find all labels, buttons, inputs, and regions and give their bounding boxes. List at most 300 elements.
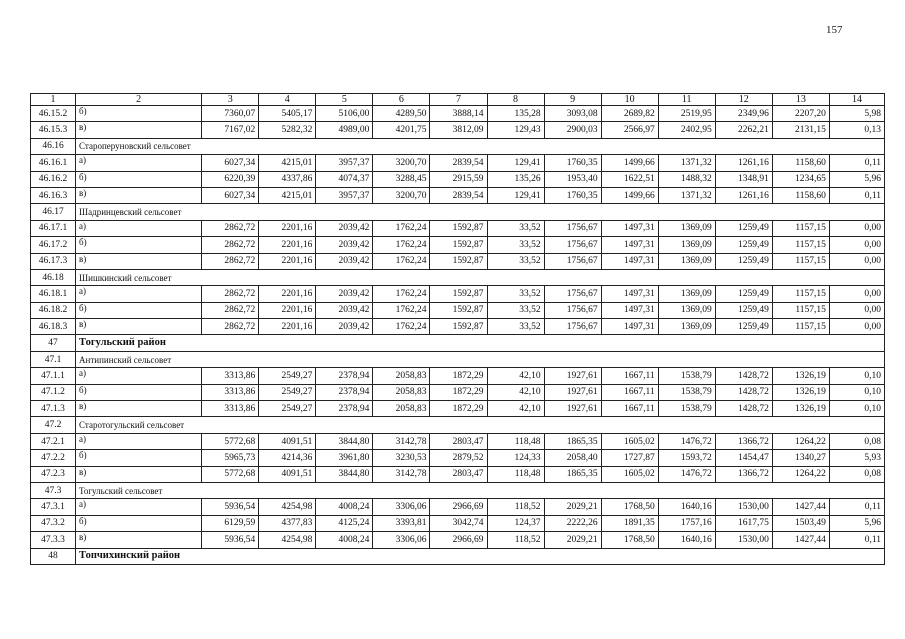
column-number-cell: 11 (658, 94, 715, 106)
value-cell: 1927,61 (544, 401, 601, 417)
value-cell: 135,28 (487, 106, 544, 122)
row-code: 46.17.1 (31, 220, 76, 236)
row-variant-label: а) (76, 368, 202, 384)
value-cell: 5,98 (829, 106, 884, 122)
value-cell: 0,00 (829, 237, 884, 253)
row-variant-label: в) (76, 466, 202, 482)
value-cell: 1538,79 (658, 368, 715, 384)
value-cell: 2839,54 (430, 187, 487, 203)
value-cell: 33,52 (487, 220, 544, 236)
council-title: Тогульский сельсовет (76, 482, 885, 498)
value-cell: 2378,94 (316, 384, 373, 400)
table-row (31, 106, 885, 122)
value-cell: 2039,42 (316, 220, 373, 236)
column-number-cell: 3 (202, 94, 259, 106)
value-cell: 1366,72 (715, 466, 772, 482)
value-cell: 3812,09 (430, 122, 487, 138)
value-cell: 2566,97 (601, 122, 658, 138)
row-variant-label: в) (76, 401, 202, 417)
value-cell: 1756,67 (544, 220, 601, 236)
table-row (31, 302, 885, 318)
value-cell: 3313,86 (202, 368, 259, 384)
column-number-cell: 7 (430, 94, 487, 106)
row-code: 47.1.3 (31, 401, 76, 417)
council-title: Шадринцевский сельсовет (76, 204, 885, 220)
value-cell: 2201,16 (259, 286, 316, 302)
value-cell: 1259,49 (715, 286, 772, 302)
value-cell: 3313,86 (202, 384, 259, 400)
value-cell: 1427,44 (772, 499, 829, 515)
value-cell: 4074,37 (316, 171, 373, 187)
value-cell: 1369,09 (658, 286, 715, 302)
value-cell: 1340,27 (772, 450, 829, 466)
value-cell: 1476,72 (658, 433, 715, 449)
value-cell: 1756,67 (544, 237, 601, 253)
value-cell: 1872,29 (430, 368, 487, 384)
value-cell: 1762,24 (373, 253, 430, 269)
value-cell: 1158,60 (772, 187, 829, 203)
value-cell: 7360,07 (202, 106, 259, 122)
value-cell: 1760,35 (544, 187, 601, 203)
value-cell: 118,52 (487, 532, 544, 548)
value-cell: 118,52 (487, 499, 544, 515)
value-cell: 3200,70 (373, 187, 430, 203)
council-header-row (31, 269, 885, 285)
value-cell: 124,37 (487, 515, 544, 531)
value-cell: 2689,82 (601, 106, 658, 122)
value-cell: 1348,91 (715, 171, 772, 187)
council-title: Староперуновский сельсовет (76, 138, 885, 154)
council-header-row (31, 351, 885, 367)
row-code: 46.16 (31, 138, 76, 154)
value-cell: 2058,83 (373, 384, 430, 400)
value-cell: 1503,49 (772, 515, 829, 531)
council-header-row (31, 138, 885, 154)
council-title: Шишкинский сельсовет (76, 269, 885, 285)
value-cell: 2549,27 (259, 401, 316, 417)
value-cell: 4215,01 (259, 155, 316, 171)
value-cell: 1592,87 (430, 220, 487, 236)
value-cell: 33,52 (487, 319, 544, 335)
value-cell: 3200,70 (373, 155, 430, 171)
row-code: 47.2.1 (31, 433, 76, 449)
value-cell: 4008,24 (316, 499, 373, 515)
value-cell: 1259,49 (715, 302, 772, 318)
value-cell: 1476,72 (658, 466, 715, 482)
row-code: 47.3 (31, 482, 76, 498)
value-cell: 2201,16 (259, 319, 316, 335)
value-cell: 1369,09 (658, 253, 715, 269)
value-cell: 3393,81 (373, 515, 430, 531)
value-cell: 1428,72 (715, 401, 772, 417)
value-cell: 1762,24 (373, 220, 430, 236)
page-number: 157 (826, 24, 843, 36)
row-variant-label: а) (76, 499, 202, 515)
row-variant-label: в) (76, 253, 202, 269)
value-cell: 1605,02 (601, 466, 658, 482)
value-cell: 1605,02 (601, 433, 658, 449)
table-row (31, 171, 885, 187)
value-cell: 2039,42 (316, 253, 373, 269)
value-cell: 1497,31 (601, 237, 658, 253)
value-cell: 5772,68 (202, 433, 259, 449)
value-cell: 2029,21 (544, 499, 601, 515)
value-cell: 2839,54 (430, 155, 487, 171)
row-code: 47.1 (31, 351, 76, 367)
value-cell: 1891,35 (601, 515, 658, 531)
value-cell: 1259,49 (715, 220, 772, 236)
value-cell: 33,52 (487, 253, 544, 269)
value-cell: 1762,24 (373, 237, 430, 253)
table-row (31, 286, 885, 302)
row-variant-label: в) (76, 319, 202, 335)
value-cell: 2862,72 (202, 286, 259, 302)
district-title: Тогульский район (76, 335, 885, 351)
value-cell: 3961,80 (316, 450, 373, 466)
row-code: 46.17 (31, 204, 76, 220)
value-cell: 1640,16 (658, 532, 715, 548)
value-cell: 4125,24 (316, 515, 373, 531)
value-cell: 1617,75 (715, 515, 772, 531)
value-cell: 2029,21 (544, 532, 601, 548)
value-cell: 1592,87 (430, 253, 487, 269)
value-cell: 2222,26 (544, 515, 601, 531)
value-cell: 0,11 (829, 187, 884, 203)
value-cell: 2058,83 (373, 368, 430, 384)
value-cell: 1326,19 (772, 384, 829, 400)
row-code: 47 (31, 335, 76, 351)
value-cell: 1497,31 (601, 253, 658, 269)
value-cell: 1593,72 (658, 450, 715, 466)
value-cell: 0,00 (829, 286, 884, 302)
row-code: 47.1.1 (31, 368, 76, 384)
value-cell: 4008,24 (316, 532, 373, 548)
value-cell: 1488,32 (658, 171, 715, 187)
table-row (31, 122, 885, 138)
value-cell: 2058,40 (544, 450, 601, 466)
column-number-row (31, 94, 885, 106)
value-cell: 1264,22 (772, 466, 829, 482)
table-row (31, 368, 885, 384)
value-cell: 129,43 (487, 122, 544, 138)
value-cell: 0,10 (829, 401, 884, 417)
value-cell: 1157,15 (772, 302, 829, 318)
value-cell: 2862,72 (202, 302, 259, 318)
row-variant-label: в) (76, 532, 202, 548)
value-cell: 1428,72 (715, 368, 772, 384)
value-cell: 1259,49 (715, 237, 772, 253)
table-row (31, 499, 885, 515)
value-cell: 1326,19 (772, 368, 829, 384)
value-cell: 5282,32 (259, 122, 316, 138)
value-cell: 1259,49 (715, 319, 772, 335)
column-number-cell: 5 (316, 94, 373, 106)
value-cell: 1592,87 (430, 237, 487, 253)
value-cell: 1865,35 (544, 433, 601, 449)
value-cell: 1369,09 (658, 220, 715, 236)
value-cell: 2549,27 (259, 384, 316, 400)
council-header-row (31, 204, 885, 220)
value-cell: 2201,16 (259, 220, 316, 236)
value-cell: 2039,42 (316, 302, 373, 318)
value-cell: 1497,31 (601, 319, 658, 335)
value-cell: 1927,61 (544, 384, 601, 400)
row-code: 46.17.3 (31, 253, 76, 269)
value-cell: 0,11 (829, 499, 884, 515)
value-cell: 2378,94 (316, 401, 373, 417)
value-cell: 7167,02 (202, 122, 259, 138)
value-cell: 0,10 (829, 368, 884, 384)
value-cell: 0,11 (829, 532, 884, 548)
row-variant-label: а) (76, 286, 202, 302)
value-cell: 2058,83 (373, 401, 430, 417)
value-cell: 2900,03 (544, 122, 601, 138)
value-cell: 1157,15 (772, 220, 829, 236)
value-cell: 0,00 (829, 302, 884, 318)
row-code: 47.1.2 (31, 384, 76, 400)
value-cell: 124,33 (487, 450, 544, 466)
value-cell: 42,10 (487, 384, 544, 400)
value-cell: 1497,31 (601, 220, 658, 236)
value-cell: 2402,95 (658, 122, 715, 138)
value-cell: 5772,68 (202, 466, 259, 482)
row-code: 47.3.2 (31, 515, 76, 531)
value-cell: 4215,01 (259, 187, 316, 203)
table-row (31, 515, 885, 531)
value-cell: 1530,00 (715, 499, 772, 515)
value-cell: 1592,87 (430, 302, 487, 318)
value-cell: 1497,31 (601, 302, 658, 318)
column-number-cell: 1 (31, 94, 76, 106)
value-cell: 1727,87 (601, 450, 658, 466)
value-cell: 1369,09 (658, 237, 715, 253)
value-cell: 1261,16 (715, 155, 772, 171)
value-cell: 1667,11 (601, 368, 658, 384)
row-variant-label: б) (76, 171, 202, 187)
value-cell: 1497,31 (601, 286, 658, 302)
row-variant-label: б) (76, 237, 202, 253)
row-code: 47.2 (31, 417, 76, 433)
row-code: 48 (31, 548, 76, 564)
value-cell: 4989,00 (316, 122, 373, 138)
table-row (31, 384, 885, 400)
value-cell: 1592,87 (430, 286, 487, 302)
value-cell: 4254,98 (259, 499, 316, 515)
council-header-row (31, 482, 885, 498)
value-cell: 3230,53 (373, 450, 430, 466)
value-cell: 1756,67 (544, 319, 601, 335)
value-cell: 1756,67 (544, 253, 601, 269)
value-cell: 1234,65 (772, 171, 829, 187)
value-cell: 0,11 (829, 155, 884, 171)
value-cell: 1366,72 (715, 433, 772, 449)
table-row (31, 253, 885, 269)
row-code: 46.15.3 (31, 122, 76, 138)
value-cell: 3844,80 (316, 466, 373, 482)
row-code: 46.18.3 (31, 319, 76, 335)
value-cell: 1622,51 (601, 171, 658, 187)
column-number-cell: 4 (259, 94, 316, 106)
row-code: 46.18.1 (31, 286, 76, 302)
value-cell: 1369,09 (658, 319, 715, 335)
value-cell: 1756,67 (544, 286, 601, 302)
value-cell: 3313,86 (202, 401, 259, 417)
value-cell: 2915,59 (430, 171, 487, 187)
value-cell: 4214,36 (259, 450, 316, 466)
value-cell: 0,00 (829, 220, 884, 236)
value-cell: 3957,37 (316, 155, 373, 171)
value-cell: 33,52 (487, 237, 544, 253)
value-cell: 3093,08 (544, 106, 601, 122)
value-cell: 4091,51 (259, 433, 316, 449)
value-cell: 1768,50 (601, 532, 658, 548)
value-cell: 129,41 (487, 155, 544, 171)
value-cell: 2966,69 (430, 532, 487, 548)
value-cell: 1158,60 (772, 155, 829, 171)
value-cell: 1454,47 (715, 450, 772, 466)
value-cell: 2862,72 (202, 319, 259, 335)
value-cell: 42,10 (487, 368, 544, 384)
row-code: 47.2.3 (31, 466, 76, 482)
table-row (31, 155, 885, 171)
value-cell: 1157,15 (772, 286, 829, 302)
district-title: Топчихинский район (76, 548, 885, 564)
value-cell: 33,52 (487, 302, 544, 318)
value-cell: 3888,14 (430, 106, 487, 122)
value-cell: 118,48 (487, 466, 544, 482)
row-variant-label: б) (76, 384, 202, 400)
value-cell: 6129,59 (202, 515, 259, 531)
value-cell: 1157,15 (772, 237, 829, 253)
column-number-cell: 13 (772, 94, 829, 106)
value-cell: 1369,09 (658, 302, 715, 318)
value-cell: 3306,06 (373, 499, 430, 515)
table-row (31, 466, 885, 482)
value-cell: 1667,11 (601, 384, 658, 400)
value-cell: 1427,44 (772, 532, 829, 548)
row-code: 46.16.2 (31, 171, 76, 187)
value-cell: 5936,54 (202, 532, 259, 548)
tariff-table (30, 93, 885, 565)
value-cell: 5405,17 (259, 106, 316, 122)
value-cell: 4337,86 (259, 171, 316, 187)
value-cell: 0,13 (829, 122, 884, 138)
value-cell: 1953,40 (544, 171, 601, 187)
value-cell: 2039,42 (316, 237, 373, 253)
value-cell: 3844,80 (316, 433, 373, 449)
value-cell: 2131,15 (772, 122, 829, 138)
column-number-cell: 14 (829, 94, 884, 106)
value-cell: 1259,49 (715, 253, 772, 269)
row-variant-label: б) (76, 302, 202, 318)
value-cell: 1371,32 (658, 187, 715, 203)
value-cell: 2862,72 (202, 253, 259, 269)
value-cell: 1865,35 (544, 466, 601, 482)
value-cell: 1264,22 (772, 433, 829, 449)
value-cell: 129,41 (487, 187, 544, 203)
value-cell: 6027,34 (202, 187, 259, 203)
value-cell: 4201,75 (373, 122, 430, 138)
value-cell: 1762,24 (373, 302, 430, 318)
row-code: 47.3.1 (31, 499, 76, 515)
value-cell: 5,96 (829, 515, 884, 531)
row-variant-label: а) (76, 220, 202, 236)
table-row (31, 401, 885, 417)
value-cell: 1667,11 (601, 401, 658, 417)
table-row (31, 433, 885, 449)
value-cell: 2201,16 (259, 253, 316, 269)
column-number-cell: 10 (601, 94, 658, 106)
column-number-cell: 9 (544, 94, 601, 106)
council-header-row (31, 417, 885, 433)
value-cell: 2201,16 (259, 302, 316, 318)
row-code: 46.18 (31, 269, 76, 285)
value-cell: 118,48 (487, 433, 544, 449)
value-cell: 5936,54 (202, 499, 259, 515)
row-variant-label: а) (76, 433, 202, 449)
council-title: Старотогульский сельсовет (76, 417, 885, 433)
value-cell: 1538,79 (658, 384, 715, 400)
row-code: 46.18.2 (31, 302, 76, 318)
row-code: 46.16.1 (31, 155, 76, 171)
row-code: 47.2.2 (31, 450, 76, 466)
value-cell: 6027,34 (202, 155, 259, 171)
value-cell: 1872,29 (430, 384, 487, 400)
value-cell: 2378,94 (316, 368, 373, 384)
table-row (31, 450, 885, 466)
value-cell: 1326,19 (772, 401, 829, 417)
value-cell: 3042,74 (430, 515, 487, 531)
row-variant-label: б) (76, 515, 202, 531)
value-cell: 1756,67 (544, 302, 601, 318)
value-cell: 1640,16 (658, 499, 715, 515)
value-cell: 33,52 (487, 286, 544, 302)
council-title: Антипинский сельсовет (76, 351, 885, 367)
value-cell: 0,10 (829, 384, 884, 400)
value-cell: 2349,96 (715, 106, 772, 122)
value-cell: 0,00 (829, 319, 884, 335)
value-cell: 4091,51 (259, 466, 316, 482)
value-cell: 1157,15 (772, 253, 829, 269)
row-code: 46.16.3 (31, 187, 76, 203)
column-number-cell: 12 (715, 94, 772, 106)
value-cell: 2803,47 (430, 466, 487, 482)
table-row (31, 237, 885, 253)
value-cell: 1762,24 (373, 286, 430, 302)
value-cell: 1760,35 (544, 155, 601, 171)
value-cell: 2966,69 (430, 499, 487, 515)
column-number-cell: 2 (76, 94, 202, 106)
value-cell: 1872,29 (430, 401, 487, 417)
value-cell: 0,00 (829, 253, 884, 269)
row-code: 47.3.3 (31, 532, 76, 548)
column-number-cell: 8 (487, 94, 544, 106)
value-cell: 1157,15 (772, 319, 829, 335)
row-code: 46.17.2 (31, 237, 76, 253)
table-row (31, 319, 885, 335)
value-cell: 1768,50 (601, 499, 658, 515)
row-variant-label: в) (76, 122, 202, 138)
value-cell: 1499,66 (601, 155, 658, 171)
value-cell: 1592,87 (430, 319, 487, 335)
table-row (31, 532, 885, 548)
value-cell: 5,96 (829, 171, 884, 187)
value-cell: 2862,72 (202, 220, 259, 236)
value-cell: 3142,78 (373, 433, 430, 449)
value-cell: 5106,00 (316, 106, 373, 122)
value-cell: 1261,16 (715, 187, 772, 203)
value-cell: 0,08 (829, 466, 884, 482)
